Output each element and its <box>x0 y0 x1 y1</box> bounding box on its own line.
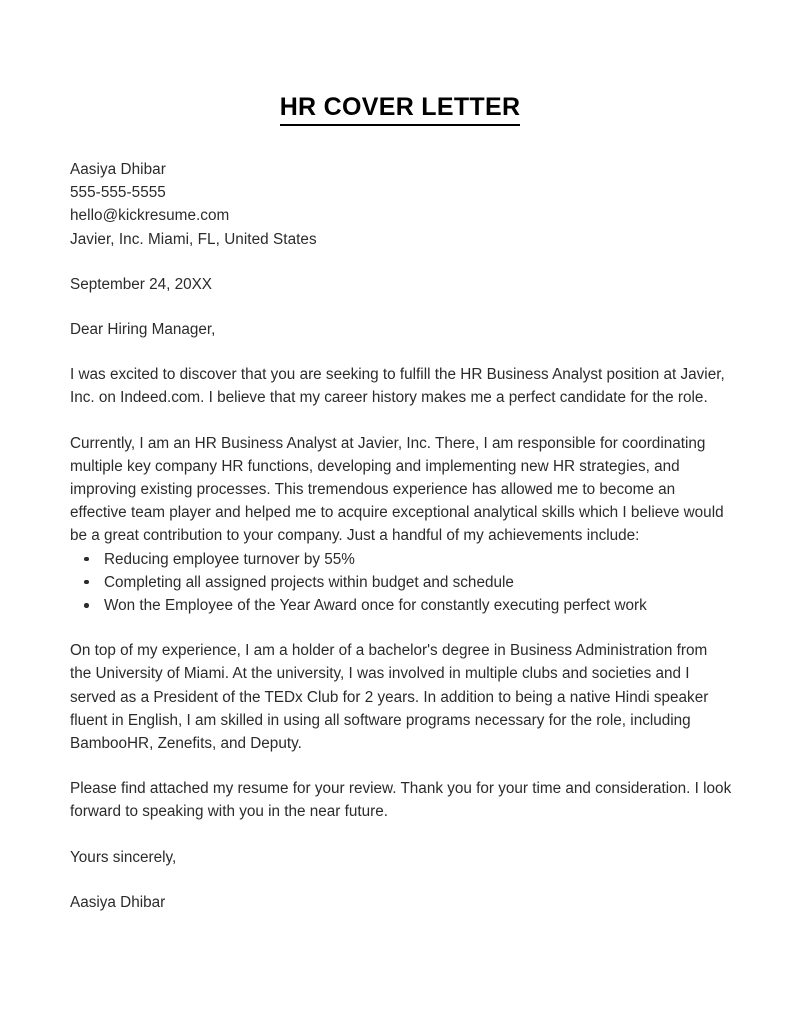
spacer-after-paragraph-3 <box>70 755 732 777</box>
body-paragraph-4: Please find attached my resume for your review. Thank you for your time and consideration. I look forward to speaking with you in the near future. <box>70 780 732 821</box>
bullet-icon <box>84 580 89 585</box>
sender-name: Aasiya Dhibar <box>70 161 166 178</box>
list-item <box>104 548 732 571</box>
bullet-icon <box>84 603 89 608</box>
body-paragraph-2: Currently, I am an HR Business Analyst at Javier, Inc. There, I am responsible for coordinating multiple key company HR functions, developing and implementing new HR strategies, and improving existing processes. This tremendous experience has allowed me to become an effective team player and helped me to acquire exceptional analytical skills which I believe would be a great contribution to your company. Just a handful of my achievements include: <box>70 434 724 545</box>
spacer-after-paragraph-4 <box>70 824 732 846</box>
list-item <box>104 594 732 617</box>
sender-email: hello@kickresume.com <box>70 207 230 225</box>
closing-salutation: Yours sincerely, <box>70 848 177 866</box>
spacer-after-sender <box>70 251 732 273</box>
page-title-text: HR COVER LETTER <box>280 92 521 126</box>
signature-name: Aasiya Dhibar <box>70 893 166 911</box>
list-item-label: Completing all assigned projects within budget and schedule <box>104 573 514 591</box>
bullet-icon <box>84 557 89 562</box>
list-item-label: Reducing employee turnover by 55% <box>104 550 355 568</box>
list-item-label: Won the Employee of the Year Award once for constantly executing perfect work <box>104 597 647 615</box>
spacer-after-paragraph-1 <box>70 410 732 432</box>
salutation: Dear Hiring Manager, <box>70 321 216 339</box>
page-title <box>0 92 800 126</box>
sender-address: Javier, Inc. Miami, FL, United States <box>70 230 317 248</box>
body-paragraph-3: On top of my experience, I am a holder of a bachelor's degree in Business Administration from the University of Miami. At the university, I was involved in multiple clubs and societies and I served as a President of the TEDx Club for 2 years. In addition to being a native Hindi speaker fluent in English, I am skilled in using all software programs necessary for the role, including BambooHR, Zenefits, and Deputy. <box>70 642 709 753</box>
spacer-after-list <box>70 617 732 639</box>
achievements-list <box>70 548 732 618</box>
sender-phone: 555-555-5555 <box>70 184 166 202</box>
list-item <box>104 571 732 594</box>
spacer-after-closing <box>70 869 732 891</box>
letter-body <box>70 158 732 914</box>
body-paragraph-1: I was excited to discover that you are seeking to fulfill the HR Business Analyst position at Javier, Inc. on Indeed.com. I believe that my career history makes me a perfect candidate for the role. <box>70 366 725 407</box>
spacer-after-salutation <box>70 341 732 363</box>
letter-date: September 24, 20XX <box>70 275 213 293</box>
sender-block <box>70 158 732 251</box>
spacer-after-date <box>70 296 732 318</box>
